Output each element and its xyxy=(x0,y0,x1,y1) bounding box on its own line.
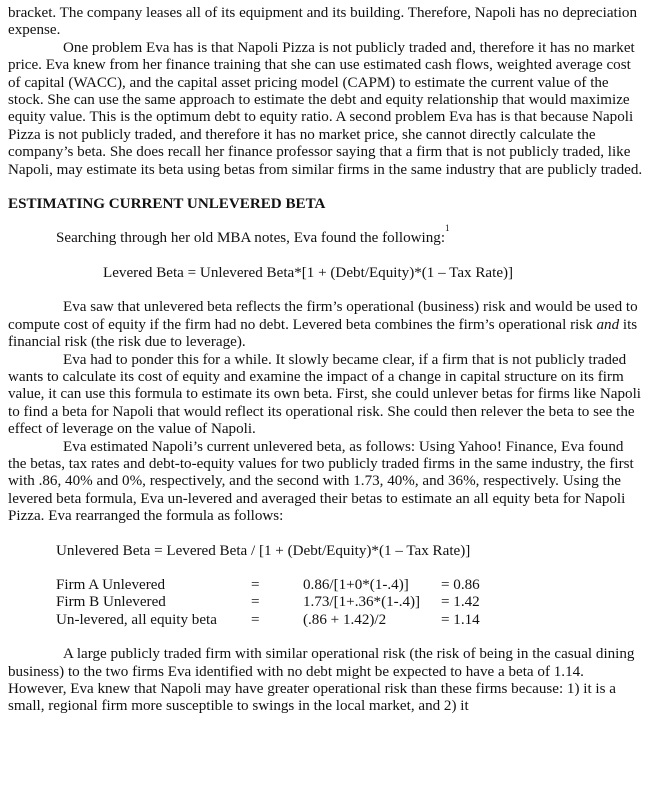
paragraph-unlevered-beta-emphasis: and xyxy=(596,316,620,333)
calc-equals: = xyxy=(251,594,260,611)
paragraph-operational-risk: A large publicly traded firm with similar operational risk (the risk of being in the casual dining business) to the two firms Eva identified with no debt might be expected to have a beta of 1.14. However, Eva knew that Napoli may have greater operational risk than these firms because: 1) it is a small, regional firm more susceptible to swings in the local market, and 2) it xyxy=(8,646,635,715)
notes-intro-text: Searching through her old MBA notes, Eva found the following: xyxy=(56,230,446,247)
notes-intro xyxy=(8,223,644,247)
section-heading: ESTIMATING CURRENT UNLEVERED BETA xyxy=(8,196,326,213)
calc-row xyxy=(56,594,501,611)
calc-expression: 1.73/[1+.36*(1-.4)] xyxy=(303,594,421,611)
calc-label: Firm A Unlevered xyxy=(56,576,165,593)
calc-result: = 1.14 xyxy=(441,611,480,628)
levered-beta-formula: Levered Beta = Unlevered Beta*[1 + (Debt/Equity)*(1 – Tax Rate)] xyxy=(103,264,514,281)
document-page xyxy=(8,5,644,716)
calc-row xyxy=(56,612,501,629)
paragraph-depreciation: bracket. The company leases all of its equipment and its building. Therefore, Napoli has no depreciation expense. xyxy=(8,5,637,39)
paragraph-ponder: Eva had to ponder this for a while. It slowly became clear, if a firm that is not publicly traded wants to calculate its cost of equity and examine the impact of a change in capital structure on its firm value, it can use this formula to estimate its own beta. First, she could unlever betas for firms like Napoli to find a beta for Napoli that would reflect its operational risk. She could then relever the beta to see the effect of leverage on the value of Napoli. xyxy=(8,351,641,438)
paragraph-estimate: Eva estimated Napoli’s current unlevered beta, as follows: Using Yahoo! Finance, Eva found the betas, tax rates and debt-to-equity values for two publicly traded firms in the same industry, the first with .86, 40% and 0%, respectively, and the second with 1.73, 40%, and 36%, respectively. Using the levered beta formula, Eva un-levered and averaged their betas to estimate an all equity beta for Napoli Pizza. Eva rearranged the formula as follows: xyxy=(8,438,634,525)
paragraph-unlevered-beta-pre: Eva saw that unlevered beta reflects the firm’s operational (business) risk and would be used to compute cost of equity if the firm had no debt. Levered beta combines the firm’s operational risk xyxy=(8,299,638,333)
paragraph-unlevered-beta xyxy=(8,299,644,351)
calc-expression: 0.86/[1+0*(1-.4)] xyxy=(303,576,409,593)
beta-calculation-table xyxy=(56,577,501,629)
paragraph-market-price: One problem Eva has is that Napoli Pizza is not publicly traded and, therefore it has no market price. Eva knew from her finance training that she can use estimated cash flows, weighted average cost of capital (WACC), and the capital asset pricing model (CAPM) to estimate the current value of the stock. She can use the same approach to estimate the debt and equity relationship that would maximize equity value. This is the optimum debt to equity ratio. A second problem Eva has is that because Napoli Pizza is not publicly traded, and therefore it has no market price, she cannot directly calculate the company’s beta. She does recall her finance professor saying that a firm that is not publicly traded, like Napoli, may estimate its beta using betas from similar firms in the same industry that are publicly traded. xyxy=(8,39,643,178)
calc-equals: = xyxy=(251,611,260,628)
calc-result: = 1.42 xyxy=(441,594,480,611)
calc-equals: = xyxy=(251,576,260,593)
calc-label: Un-levered, all equity beta xyxy=(56,611,217,628)
unlevered-beta-formula: Unlevered Beta = Levered Beta / [1 + (Debt/Equity)*(1 – Tax Rate)] xyxy=(56,542,471,559)
calc-result: = 0.86 xyxy=(441,576,480,593)
footnote-marker[interactable]: 1 xyxy=(445,223,450,234)
paragraph-unlevered-beta-post: its financial risk (the risk due to leverage). xyxy=(8,316,638,351)
calc-row xyxy=(56,577,501,594)
calc-label: Firm B Unlevered xyxy=(56,594,166,611)
calc-expression: (.86 + 1.42)/2 xyxy=(303,611,387,628)
